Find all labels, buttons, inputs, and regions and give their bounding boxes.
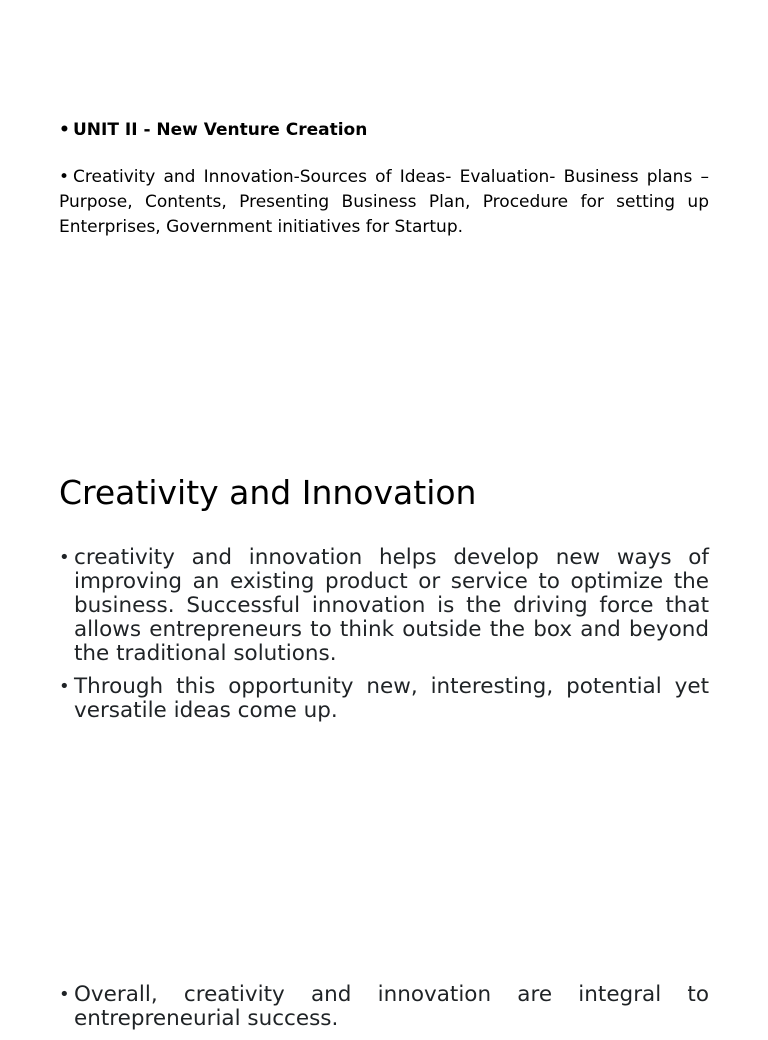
unit-topics (59, 165, 709, 240)
bullet-icon: • (59, 547, 70, 568)
unit-topics-text: Creativity and Innovation-Sources of Ideas- Evaluation- Business plans – Purpose, Contents, Presenting Business Plan, Procedure for setting up Enterprises, Government initiatives for Startup. (59, 167, 709, 237)
slide-title: Creativity and Innovation (59, 473, 477, 512)
unit-title (59, 118, 709, 143)
list-item-text: Through this opportunity new, interesting, potential yet versatile ideas come up. (74, 674, 709, 723)
list-item-text: Overall, creativity and innovation are integral to entrepreneurial success. (74, 982, 709, 1031)
list-item (59, 546, 709, 666)
unit-title-text: UNIT II - New Venture Creation (73, 120, 368, 140)
bullet-icon: • (59, 167, 70, 187)
list-item-text: creativity and innovation helps develop new ways of improving an existing product or service to optimize the business. Successful innovation is the driving force that allows entrepreneurs to think outside the box and beyond the traditional solutions. (74, 545, 709, 666)
bullet-icon: • (59, 120, 70, 140)
slide-unit-overview (59, 118, 709, 240)
slide-creativity-innovation (59, 470, 709, 732)
bullet-icon: • (59, 676, 70, 697)
list-item (59, 675, 709, 723)
bullet-list (59, 546, 709, 723)
bullet-icon: • (59, 984, 70, 1005)
slide-summary (59, 983, 709, 1040)
